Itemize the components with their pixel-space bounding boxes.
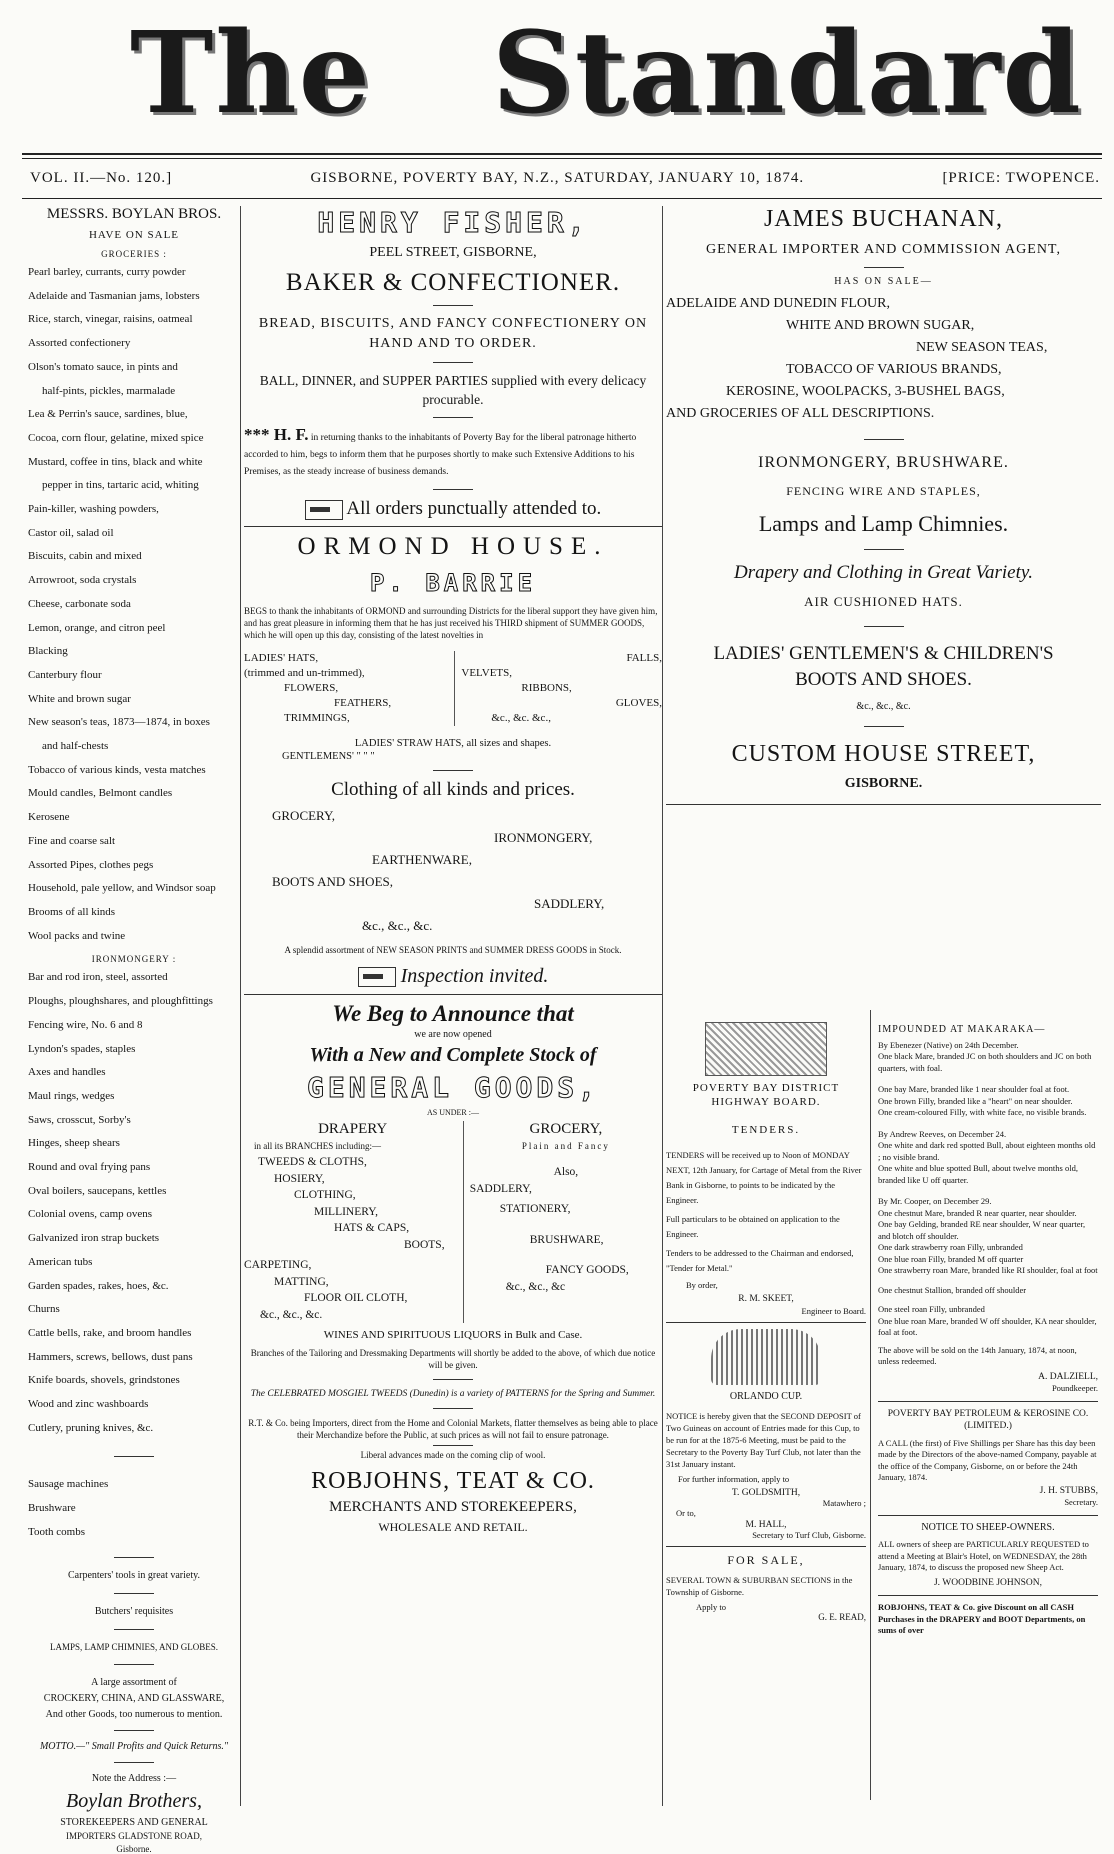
list-item: Fencing wire, No. 6 and 8 <box>28 1018 143 1031</box>
list-item: One white and dark red spotted Bull, about eighteen months old ; no visible brand. <box>878 1140 1096 1162</box>
volume-line <box>30 170 1100 196</box>
divider <box>433 1379 473 1380</box>
carpenters-tools: Carpenters' tools in great variety. <box>68 1569 200 1581</box>
rj-text: ROBJOHNS, TEAT & Co. give Discount on all CASH Purchases in the DRAPERY and BOOT Departments, on sums of over <box>878 1602 1086 1635</box>
list-item: FEATHERS, <box>334 697 392 709</box>
list-item: Galvanized iron strap buckets <box>28 1232 160 1245</box>
pk-text: A CALL (the first) of Five Shillings per Share has this day been made by the Directors of the above-named Company, payable at the office of the Company, Gisborne, on or before the 24th January, 1874. <box>878 1437 1097 1482</box>
hb-title-1: POVERTY BAY DISTRICT <box>692 1082 840 1094</box>
list-item: By Mr. Cooper, on December 29. <box>878 1196 992 1206</box>
divider <box>114 1557 154 1558</box>
divider <box>864 726 904 727</box>
list-item: Rice, starch, vinegar, raisins, oatmeal <box>28 313 193 326</box>
list-item: By Andrew Reeves, on December 24. <box>878 1128 1007 1139</box>
list-item: Lemon, orange, and citron peel <box>28 621 166 634</box>
oc-sig1: T. GOLDSMITH, <box>731 1488 801 1498</box>
list-item: By Ebenezer (Native) on 24th December. <box>878 1039 1019 1050</box>
list-item: &c., &c., &c. <box>260 1308 323 1321</box>
list-item: pepper in tins, tartaric acid, whiting <box>42 479 199 492</box>
list-item: GLOVES, <box>615 697 662 709</box>
list-item: One blue roan Filly, branded M off quarter <box>878 1253 1024 1264</box>
list-item: BRUSHWARE, <box>529 1233 604 1246</box>
henry-fisher-mark: *** H. F. <box>244 425 309 444</box>
list-item: VELVETS, <box>461 667 512 679</box>
divider <box>433 1445 473 1446</box>
storekeepers: STOREKEEPERS AND GENERAL <box>60 1816 208 1828</box>
top-rule <box>22 153 1102 155</box>
list-item: FANCY GOODS, <box>545 1264 629 1276</box>
list-item: Cocoa, corn flour, gelatine, mixed spice <box>28 431 204 444</box>
henry-fisher-name: HENRY FISHER, <box>317 206 589 239</box>
list-item: SADDLERY, <box>469 1182 532 1195</box>
henry-fisher-street: PEEL STREET, GISBORNE, <box>369 245 537 260</box>
ironmongery-heading: IRONMONGERY : <box>91 954 177 965</box>
plain-fancy: Plain and Fancy <box>521 1140 610 1151</box>
oc-title: ORLANDO CUP. <box>729 1391 803 1402</box>
list-item: One chestnut Mare, branded R near quarter, near shoulder. <box>878 1207 1077 1218</box>
right-column <box>666 206 1101 1635</box>
list-item: MILLINERY, <box>314 1205 378 1218</box>
boylan-subtitle: HAVE ON SALE <box>88 229 180 241</box>
henry-fisher-trade: BAKER & CONFECTIONER. <box>285 269 621 296</box>
oc-or: Or to, <box>676 1508 696 1518</box>
list-item: RIBBONS, <box>521 682 572 694</box>
list-item: SADDLERY, <box>534 896 605 911</box>
hb-eng: Engineer to Board. <box>801 1306 866 1316</box>
list-item: TOBACCO OF VARIOUS BRANDS, <box>786 362 1002 377</box>
henry-fisher-thanks: in returning thanks to the inhabitants of Poverty Bay for the liberal patronage hitherto accorded to him, begs to inform them that he purposes shortly to make such Extensive Additions to his Premises, as the steady increase of business demands. <box>244 433 637 477</box>
fs-apply: Apply to <box>696 1602 726 1612</box>
boylan-column <box>28 206 240 1854</box>
list-item: HOSIERY, <box>274 1172 325 1185</box>
list-item: FALLS, <box>626 652 662 664</box>
list-item: Round and oval frying pans <box>28 1161 151 1174</box>
list-item: BOOTS AND SHOES, <box>272 874 393 889</box>
list-item: Knife boards, shovels, grindstones <box>28 1374 180 1387</box>
list-item: Household, pale yellow, and Windsor soap <box>28 882 216 895</box>
gisborne: Gisborne. <box>116 1843 152 1854</box>
barrie-begs: BEGS to thank the inhabitants of ORMOND and surrounding Districts for the liberal support they have given him, and has great pleasure in informing them that he has just received his THIRD shipment of SUMMER GOODS, which he will open up this day, consisting of the latest novelties in <box>244 606 658 640</box>
divider <box>433 362 473 363</box>
list-item: Hinges, sheep shears <box>28 1137 120 1150</box>
list-item: AND GROCERIES OF ALL DESCRIPTIONS. <box>666 406 935 421</box>
divider <box>864 549 904 550</box>
divider <box>114 1629 154 1630</box>
list-item: Arrowroot, soda crystals <box>28 574 137 587</box>
divider <box>666 1546 866 1547</box>
list-item: One steel roan Filly, unbranded <box>878 1304 985 1314</box>
drapery-heading: DRAPERY <box>318 1121 388 1137</box>
title-standard: Standard <box>492 8 1083 139</box>
henry-fisher-orders: All orders punctually attended to. <box>346 498 602 519</box>
list-item: The above will be sold on the 14th January, 1874, at noon, unless redeemed. <box>878 1344 1077 1366</box>
hb-tenders: TENDERS. <box>731 1124 801 1136</box>
fs-sig: G. E. READ, <box>818 1612 866 1622</box>
column-divider-1 <box>240 206 241 1806</box>
list-item: Axes and handles <box>28 1066 106 1079</box>
list-item: Cattle bells, rake, and broom handles <box>28 1326 192 1339</box>
column-divider-3 <box>870 1010 871 1800</box>
list-item: NEW SEASON TEAS, <box>916 340 1048 355</box>
list-item: Pearl barley, currants, curry powder <box>28 266 186 278</box>
ironmongery-list <box>28 966 240 1440</box>
list-item: and half-chests <box>42 740 109 753</box>
list-item: ADELAIDE AND DUNEDIN FLOUR, <box>666 296 890 311</box>
branches: in all its BRANCHES including:— <box>254 1140 382 1151</box>
list-item: One strawberry roan Mare, branded like RI shoulder, foal at foot <box>878 1265 1098 1275</box>
list-item: One bay Mare, branded like 1 near shoulder foal at foot. <box>878 1084 1070 1094</box>
column-divider-2 <box>662 206 663 1806</box>
list-item: Hammers, screws, bellows, dust pans <box>28 1350 193 1363</box>
list-item: (trimmed and un-trimmed), <box>244 667 365 679</box>
list-item: Mustard, coffee in tins, black and white <box>28 455 203 468</box>
newspaper-title <box>130 8 1083 139</box>
list-item: Assorted Pipes, clothes pegs <box>28 858 154 871</box>
custom-house-street: CUSTOM HOUSE STREET, <box>731 741 1036 767</box>
buchanan-gisborne: GISBORNE. <box>844 776 923 791</box>
list-item: STATIONERY, <box>499 1203 571 1215</box>
divider <box>114 1456 154 1457</box>
pk-title: POVERTY BAY PETROLEUM & KEROSINE CO. (LIMITED.) <box>887 1408 1089 1431</box>
divider <box>864 267 904 268</box>
robjohns-wholesale: WHOLESALE AND RETAIL. <box>378 1520 528 1534</box>
divider <box>114 1664 154 1665</box>
list-item: Garden spades, rakes, hoes, &c. <box>28 1279 169 1292</box>
list-item: New season's teas, 1873—1874, in boxes <box>28 716 210 729</box>
volume-number: VOL. II.—No. 120.] <box>30 170 173 186</box>
buchanan-lamps: Lamps and Lamp Chimnies. <box>758 511 1009 536</box>
we-beg: We Beg to Announce that <box>332 1001 574 1026</box>
boylan-signature: Boylan Brothers, <box>66 1789 202 1812</box>
price: [PRICE: TWOPENCE. <box>942 170 1100 186</box>
address-note: Note the Address :— <box>91 1772 177 1784</box>
list-item: KEROSINE, WOOLPACKS, 3-BUSHEL BAGS, <box>726 384 1005 399</box>
groceries-heading: GROCERIES : <box>101 249 167 259</box>
oc-info: For further information, apply to <box>678 1474 790 1484</box>
liberal-advances: Liberal advances made on the coming clip of wool. <box>360 1450 546 1460</box>
buchanan-general: GENERAL IMPORTER AND COMMISSION AGENT, <box>706 242 1061 257</box>
dateline: GISBORNE, POVERTY BAY, N.Z., SATURDAY, JANUARY 10, 1874. <box>310 170 805 186</box>
ns-title: NOTICE TO SHEEP-OWNERS. <box>921 1521 1055 1533</box>
middle-column <box>244 206 662 1535</box>
im-pound: Poundkeeper. <box>1051 1383 1098 1393</box>
buchanan-air-hats: AIR CUSHIONED HATS. <box>804 594 963 609</box>
list-item: Cutlery, pruning knives, &c. <box>28 1421 154 1434</box>
list-item: One white and blue spotted Bull, about twelve months old, branded like U off quarter. <box>878 1163 1078 1185</box>
list-item: &c., &c. &c., <box>491 712 551 724</box>
list-item: MATTING, <box>274 1275 329 1288</box>
list-item: One blue roan Mare, branded W off shoulder, KA near shoulder, foal at foot. <box>878 1315 1097 1337</box>
list-item: Ploughs, ploughshares, and ploughfittings <box>28 995 213 1008</box>
list-item: One brown Filly, branded like a "heart" on near shoulder. <box>878 1095 1073 1106</box>
divider <box>433 1408 473 1409</box>
buchanan-name: JAMES BUCHANAN, <box>763 206 1004 232</box>
inspection-row <box>244 965 662 988</box>
pk-sec: Secretary. <box>1064 1497 1098 1507</box>
highway-board-notice <box>666 1016 866 1622</box>
buchanan-ironmongery: IRONMONGERY, BRUSHWARE. <box>758 454 1009 471</box>
pointing-hand-icon <box>305 500 343 520</box>
groceries-list <box>28 261 240 948</box>
list-item: Kerosene <box>28 811 70 824</box>
list-item: FLOWERS, <box>284 682 339 694</box>
masthead <box>0 0 1114 150</box>
ns-text: ALL owners of sheep are PARTICULARLY REQUESTED to attend a Meeting at Blair's Hotel, on WEDNESDAY, the 28th January, 1874, to discuss the proposed new Sheep Act. <box>878 1539 1089 1572</box>
list-item: Colonial ovens, camp ovens <box>28 1208 153 1221</box>
list-item: Castor oil, salad oil <box>28 526 114 539</box>
we-are-opened: we are now opened <box>414 1029 492 1040</box>
list-item: TWEEDS & CLOTHS, <box>258 1156 367 1168</box>
list-item: LADIES' HATS, <box>244 652 319 664</box>
impounded-notice <box>878 1024 1098 1637</box>
mosgiel-tweeds: The CELEBRATED MOSGIEL TWEEDS (Dunedin) is a variety of PATTERNS for the Spring and Summer. <box>250 1389 656 1399</box>
boylan-title: MESSRS. BOYLAN BROS. <box>46 206 222 222</box>
hb-addr: Tenders to be addressed to the Chairman and endorsed, "Tender for Metal." <box>666 1248 854 1273</box>
buchanan-etc: &c., &c., &c. <box>856 701 911 712</box>
list-item: CLOTHING, <box>294 1189 356 1201</box>
henry-fisher-orders-row <box>244 498 662 520</box>
divider <box>878 1401 1098 1402</box>
oc-mat: Matawhero ; <box>822 1498 866 1508</box>
as-under: AS UNDER :— <box>426 1108 479 1117</box>
list-item: Olson's tomato sauce, in pints and <box>28 360 178 373</box>
list-item: HATS & CAPS, <box>334 1222 410 1234</box>
list-item: Blacking <box>28 645 68 658</box>
gentlemens-hats: GENTLEMENS' " " " <box>282 751 375 762</box>
divider <box>878 1595 1098 1596</box>
hb-text: TENDERS will be received up to Noon of MONDAY NEXT, 12th January, for Cartage of Metal from the River Bank in Gisborne, to points to be indicated by the Engineer. <box>666 1150 862 1205</box>
list-item: Wood and zinc washboards <box>28 1398 149 1411</box>
list-item: Brushware <box>28 1502 76 1515</box>
wines: WINES AND SPIRITUOUS LIQUORS in Bulk and Case. <box>323 1329 583 1341</box>
divider <box>114 1762 154 1763</box>
list-item: Bar and rod iron, steel, assorted <box>28 971 168 984</box>
robjohns-name: ROBJOHNS, TEAT & CO. <box>311 1468 595 1494</box>
importers: IMPORTERS GLADSTONE ROAD, <box>65 1830 203 1841</box>
inspection-invited: Inspection invited. <box>400 965 549 987</box>
large-assortment: A large assortment of <box>91 1676 177 1688</box>
divider <box>878 1515 1098 1516</box>
divider <box>666 804 1101 805</box>
list-item: BOOTS, <box>404 1238 445 1251</box>
list-item: Adelaide and Tasmanian jams, lobsters <box>28 289 200 302</box>
buchanan-goods <box>666 293 1101 425</box>
buchanan-has: HAS ON SALE— <box>834 276 933 287</box>
divider <box>244 994 662 995</box>
hb-full: Full particulars to be obtained on application to the Engineer. <box>666 1214 840 1239</box>
horse-image <box>711 1329 821 1385</box>
list-item: Biscuits, cabin and mixed <box>28 550 142 563</box>
robjohns-merchants: MERCHANTS AND STOREKEEPERS, <box>329 1499 577 1515</box>
list-item: One dark strawberry roan Filly, unbranded <box>878 1242 1023 1252</box>
henry-fisher-bread: BREAD, BISCUITS, AND FANCY CONFECTIONERY ON HAND AND TO ORDER. <box>258 316 648 351</box>
list-item: Sausage machines <box>28 1478 109 1491</box>
list-item: &c., &c., &c <box>505 1280 566 1293</box>
fs-title: FOR SALE, <box>727 1553 805 1567</box>
hb-sig: R. M. SKEET, <box>738 1294 794 1304</box>
volume-rule <box>22 198 1102 199</box>
list-item: half-pints, pickles, marmalade <box>42 384 176 397</box>
barrie-name: P. BARRIE <box>369 569 537 597</box>
general-goods: GENERAL GOODS, <box>306 1071 599 1104</box>
divider <box>433 305 473 306</box>
title-the: The <box>130 8 373 139</box>
buchanan-boots: BOOTS AND SHOES. <box>795 669 972 690</box>
list-item: CARPETING, <box>244 1259 312 1271</box>
list-item: Tooth combs <box>28 1525 85 1538</box>
hb-title-2: HIGHWAY BOARD. <box>711 1096 821 1108</box>
divider <box>244 526 662 527</box>
divider <box>433 770 473 771</box>
butchers-requisites: Butchers' requisites <box>94 1605 174 1617</box>
list-item: Mould candles, Belmont candles <box>28 787 173 800</box>
list-item: One bay Gelding, branded RE near shoulder, W near quarter, and blotch off shoulder. <box>878 1219 1086 1241</box>
motto: MOTTO.—" Small Profits and Quick Returns." <box>39 1740 229 1752</box>
buchanan-drapery: Drapery and Clothing in Great Variety. <box>733 562 1034 583</box>
fs-text: SEVERAL TOWN & SUBURBAN SECTIONS in the Township of Gisborne. <box>666 1575 853 1597</box>
list-item: Fine and coarse salt <box>28 834 116 847</box>
list-item: One chestnut Stallion, branded off shoulder <box>878 1284 1027 1295</box>
list-item: Assorted confectionery <box>28 337 131 350</box>
list-item: One black Mare, branded JC on both shoulders and JC on both quarters, with foal. <box>878 1051 1092 1073</box>
list-item: Pain-killer, washing powders, <box>28 503 159 516</box>
straw-hats: LADIES' STRAW HATS, all sizes and shapes. <box>354 738 552 749</box>
list-item: Tobacco of various kinds, vesta matches <box>28 763 206 776</box>
also: Also, <box>553 1166 579 1178</box>
pointing-hand-icon <box>358 967 396 987</box>
henry-fisher-ball: BALL, DINNER, and SUPPER PARTIES supplied with every delicacy procurable. <box>259 373 647 407</box>
crest-image <box>705 1022 827 1076</box>
divider <box>114 1730 154 1731</box>
list-item: GROCERY, <box>272 808 335 823</box>
list-item: Canterbury flour <box>28 668 102 681</box>
grocery-heading: GROCERY, <box>529 1121 603 1137</box>
list-item: &c., &c., &c. <box>362 918 433 933</box>
list-item: Lea & Perrin's sauce, sardines, blue, <box>28 408 188 421</box>
list-item: TRIMMINGS, <box>284 712 350 724</box>
divider <box>433 417 473 418</box>
list-item: American tubs <box>28 1255 93 1268</box>
top-rule-thin <box>22 158 1102 159</box>
list-item: Maul rings, wedges <box>28 1089 115 1102</box>
list-item: Oval boilers, saucepans, kettles <box>28 1184 167 1197</box>
splendid-assortment: A splendid assortment of NEW SEASON PRINTS and SUMMER DRESS GOODS in Stock. <box>284 945 622 955</box>
divider <box>864 626 904 627</box>
im-sig: A. DALZIELL, <box>1038 1371 1098 1382</box>
oc-text: NOTICE is hereby given that the SECOND DEPOSIT of Two Guineas on account of Entries made for this Cup, to be run for at the 1875-6 Meeting, must be paid to the Secretary to the Poverty Bay Turf Club, not later than the 31st January instant. <box>666 1411 861 1469</box>
tailoring: Branches of the Tailoring and Dressmaking Departments will shortly be added to the above, of which due notice will be given. <box>250 1348 656 1370</box>
ns-sig: J. WOODBINE JOHNSON, <box>933 1577 1043 1588</box>
importers-note: R.T. & Co. being Importers, direct from the Home and Colonial Markets, flatter themselves as being able to place their Merchandize before the Public, at such prices as will not fail to ensure patronage. <box>248 1418 658 1440</box>
list-item: Brooms of all kinds <box>28 905 116 918</box>
list-item: IRONMONGERY, <box>494 830 593 845</box>
divider <box>864 439 904 440</box>
other-goods: And other Goods, too numerous to mention. <box>45 1708 223 1720</box>
list-item: Wool packs and twine <box>28 929 126 942</box>
list-item: Lyndon's spades, staples <box>28 1042 136 1055</box>
oc-sig2: M. HALL, <box>745 1520 787 1530</box>
list-item: FLOOR OIL CLOTH, <box>304 1292 408 1304</box>
list-item: Saws, crosscut, Sorby's <box>28 1113 131 1126</box>
im-title: IMPOUNDED AT MAKARAKA— <box>878 1024 1046 1035</box>
divider <box>433 489 473 490</box>
divider <box>114 1593 154 1594</box>
list-item: White and brown sugar <box>28 692 131 705</box>
buchanan-ladies: LADIES' GENTLEMEN'S & CHILDREN'S <box>713 643 1054 664</box>
clothing-line: Clothing of all kinds and prices. <box>331 779 575 800</box>
list-item: WHITE AND BROWN SUGAR, <box>786 318 975 333</box>
list-item: Cheese, carbonate soda <box>28 597 131 610</box>
general-goods-list <box>244 1121 662 1323</box>
barrie-goods <box>244 651 662 726</box>
new-stock: With a New and Complete Stock of <box>309 1044 597 1066</box>
crockery-line: CROCKERY, CHINA, AND GLASSWARE, <box>43 1692 225 1704</box>
lamps-line: LAMPS, LAMP CHIMNIES, AND GLOBES. <box>50 1641 218 1652</box>
divider <box>666 1322 866 1323</box>
list-item: Churns <box>28 1303 60 1316</box>
ormond-house-title: ORMOND HOUSE. <box>297 533 609 560</box>
buchanan-fencing: FENCING WIRE AND STAPLES, <box>786 484 981 498</box>
list-item: One cream-coloured Filly, with white face, no visible brands. <box>878 1107 1087 1117</box>
list-item: EARTHENWARE, <box>372 852 472 867</box>
oc-sec: Secretary to Turf Club, Gisborne. <box>752 1530 866 1540</box>
hb-by: By order, <box>686 1280 718 1290</box>
pk-sig: J. H. STUBBS, <box>1039 1485 1098 1496</box>
